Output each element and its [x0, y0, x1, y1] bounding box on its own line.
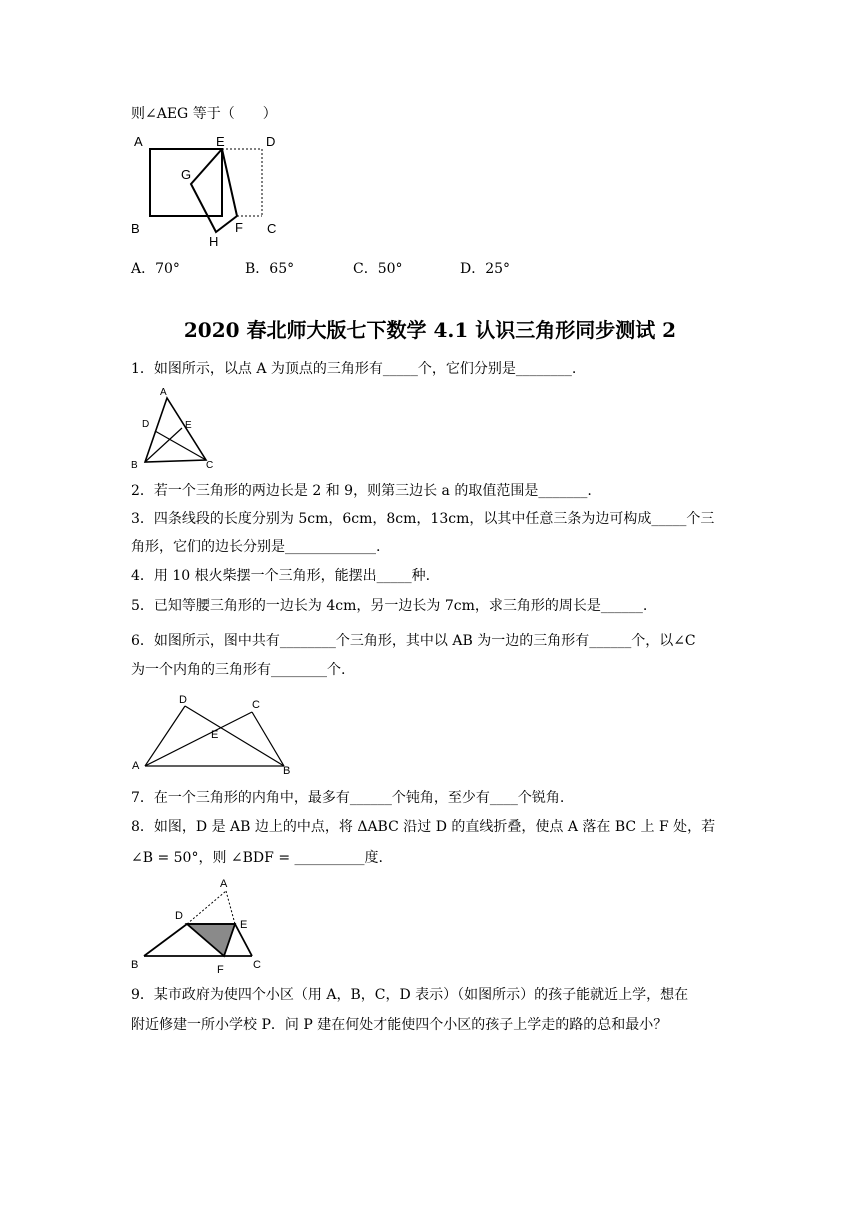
- question-8-line-2: ∠B = 50°，则 ∠BDF = __________度.: [131, 850, 383, 866]
- q8-label-F: F: [217, 964, 224, 976]
- q1-label-B: B: [131, 460, 138, 471]
- question-9-line-1: 9．某市政府为使四个小区（用 A，B，C，D 表示）（如图所示）的孩子能就近上学，想在: [131, 987, 689, 1003]
- q1-label-A: A: [160, 387, 167, 398]
- question-4: 4．用 10 根火柴摆一个三角形，能摆出_____种.: [131, 568, 431, 584]
- label-H: H: [209, 234, 219, 249]
- question-3-line-2: 角形，它们的边长分别是_____________.: [131, 539, 381, 555]
- question-2: 2．若一个三角形的两边长是 2 和 9，则第三边长 a 的取值范围是_______.: [131, 483, 592, 499]
- choice-a: A．70°: [131, 261, 180, 277]
- q6-label-D: D: [179, 694, 187, 706]
- label-G: G: [181, 167, 192, 182]
- q1-triangle-figure: [128, 384, 228, 474]
- q8-label-B: B: [131, 959, 139, 971]
- q8-fold-figure: [128, 874, 278, 974]
- q6-label-C: C: [252, 699, 260, 711]
- q1-label-E: E: [185, 420, 192, 431]
- label-D: D: [266, 134, 276, 149]
- q8-label-A: A: [220, 878, 228, 890]
- label-E: E: [216, 134, 225, 149]
- question-6-line-2: 为一个内角的三角形有________个.: [131, 662, 346, 678]
- question-3-line-1: 3．四条线段的长度分别为 5cm，6cm，8cm，13cm，以其中任意三条为边可构成_____个三: [131, 511, 715, 527]
- q6-label-E: E: [211, 729, 219, 741]
- question-7: 7．在一个三角形的内角中，最多有______个钝角，至少有____个锐角.: [131, 790, 565, 806]
- page-title: 2020 春北师大版七下数学 4.1 认识三角形同步测试 2: [183, 318, 677, 342]
- q1-label-C: C: [206, 460, 214, 471]
- q6-label-A: A: [132, 760, 140, 772]
- choice-c: C．50°: [353, 261, 403, 277]
- question-6-line-1: 6．如图所示，图中共有________个三角形，其中以 AB 为一边的三角形有______个，以∠C: [131, 633, 696, 649]
- q8-label-C: C: [253, 959, 261, 971]
- choice-b: B．65°: [245, 261, 295, 277]
- q8-label-E: E: [240, 919, 248, 931]
- label-C: C: [267, 221, 277, 236]
- q8-label-D: D: [175, 910, 183, 922]
- q6-triangle-figure: [128, 692, 298, 782]
- choice-d: D．25°: [460, 261, 511, 277]
- rectangle-fold-figure: [128, 128, 288, 258]
- question-9-line-2: 附近修建一所小学校 P．问 P 建在何处才能使四个小区的孩子上学走的路的总和最小？: [131, 1017, 668, 1033]
- question-stem-aeg: 则∠AEG 等于（ ）: [131, 106, 277, 122]
- label-B: B: [131, 221, 140, 236]
- question-8-line-1: 8．如图，D 是 AB 边上的中点，将 ΔABC 沿过 D 的直线折叠，使点 A 落在 BC 上 F 处，若: [131, 819, 716, 835]
- q6-label-B: B: [283, 765, 291, 777]
- q1-label-D: D: [142, 419, 150, 430]
- label-A: A: [134, 134, 143, 149]
- question-1: 1．如图所示，以点 A 为顶点的三角形有_____个，它们分别是________.: [131, 361, 577, 377]
- question-5: 5．已知等腰三角形的一边长为 4cm，另一边长为 7cm，求三角形的周长是______.: [131, 598, 648, 614]
- label-F: F: [235, 220, 243, 235]
